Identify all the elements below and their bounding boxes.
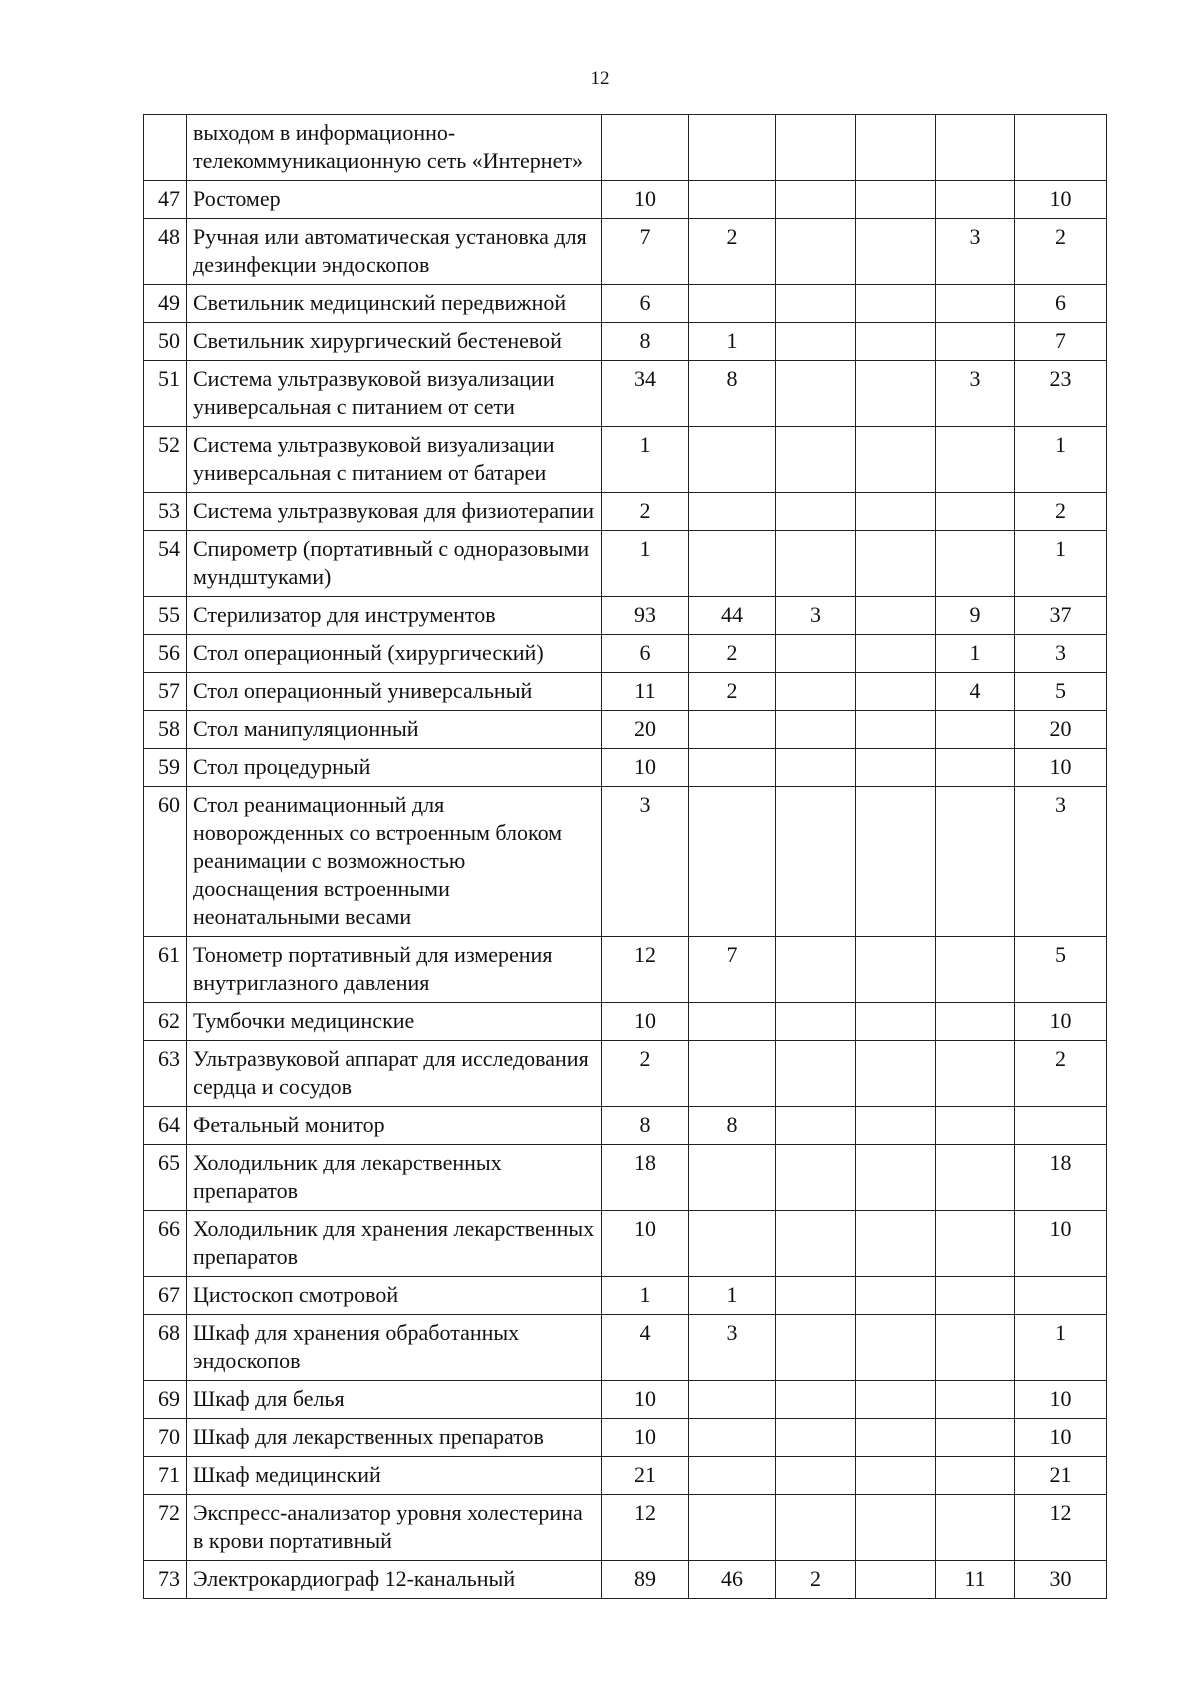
equipment-name: Стерилизатор для инструментов [187, 597, 602, 635]
column-3-count [776, 1211, 856, 1277]
column-4-count [856, 323, 936, 361]
column-2-count: 7 [689, 937, 776, 1003]
column-5-count [936, 323, 1015, 361]
column-6-count: 21 [1015, 1457, 1107, 1495]
column-2-count: 2 [689, 673, 776, 711]
column-3-count [776, 937, 856, 1003]
column-4-count [856, 285, 936, 323]
row-number: 47 [144, 181, 187, 219]
equipment-name: Светильник медицинский передвижной [187, 285, 602, 323]
column-3-count [776, 181, 856, 219]
column-4-count [856, 1107, 936, 1145]
column-5-count [936, 1419, 1015, 1457]
equipment-table [143, 114, 1107, 1599]
total-count: 8 [602, 1107, 689, 1145]
equipment-name: Система ультразвуковая для физиотерапии [187, 493, 602, 531]
total-count: 10 [602, 1419, 689, 1457]
column-3-count [776, 1003, 856, 1041]
total-count: 89 [602, 1561, 689, 1599]
row-number: 50 [144, 323, 187, 361]
total-count: 93 [602, 597, 689, 635]
column-6-count: 1 [1015, 427, 1107, 493]
row-number: 55 [144, 597, 187, 635]
table-row [144, 673, 1107, 711]
column-3-count [776, 787, 856, 937]
column-4-count [856, 361, 936, 427]
equipment-name: Стол манипуляционный [187, 711, 602, 749]
total-count: 18 [602, 1145, 689, 1211]
column-3-count [776, 285, 856, 323]
column-3-count [776, 1495, 856, 1561]
row-number: 63 [144, 1041, 187, 1107]
column-6-count: 7 [1015, 323, 1107, 361]
column-2-count: 44 [689, 597, 776, 635]
column-5-count [936, 1381, 1015, 1419]
row-number: 69 [144, 1381, 187, 1419]
column-2-count: 46 [689, 1561, 776, 1599]
total-count [602, 115, 689, 181]
row-number: 73 [144, 1561, 187, 1599]
equipment-name: Фетальный монитор [187, 1107, 602, 1145]
column-6-count [1015, 1277, 1107, 1315]
table-row [144, 1419, 1107, 1457]
total-count: 10 [602, 1211, 689, 1277]
equipment-name: Стол процедурный [187, 749, 602, 787]
table-row [144, 787, 1107, 937]
column-5-count [936, 181, 1015, 219]
equipment-name: Стол операционный (хирургический) [187, 635, 602, 673]
row-number: 53 [144, 493, 187, 531]
row-number: 70 [144, 1419, 187, 1457]
equipment-name: Ручная или автоматическая установка для дезинфекции эндоскопов [187, 219, 602, 285]
column-4-count [856, 1041, 936, 1107]
column-3-count [776, 219, 856, 285]
column-5-count [936, 285, 1015, 323]
table-row [144, 1315, 1107, 1381]
column-4-count [856, 635, 936, 673]
row-number: 71 [144, 1457, 187, 1495]
equipment-name: Тумбочки медицинские [187, 1003, 602, 1041]
row-number: 48 [144, 219, 187, 285]
column-2-count [689, 749, 776, 787]
equipment-name: Холодильник для хранения лекарственных препаратов [187, 1211, 602, 1277]
column-6-count [1015, 1107, 1107, 1145]
equipment-name: Шкаф для белья [187, 1381, 602, 1419]
column-3-count [776, 711, 856, 749]
column-5-count [936, 1145, 1015, 1211]
equipment-name: Ультразвуковой аппарат для исследования сердца и сосудов [187, 1041, 602, 1107]
table-body [144, 115, 1107, 1599]
table-row [144, 219, 1107, 285]
column-4-count [856, 1003, 936, 1041]
column-3-count [776, 1041, 856, 1107]
column-6-count [1015, 115, 1107, 181]
column-3-count [776, 1277, 856, 1315]
column-3-count [776, 1457, 856, 1495]
row-number: 49 [144, 285, 187, 323]
column-4-count [856, 1419, 936, 1457]
column-4-count [856, 1457, 936, 1495]
equipment-name: Шкаф для лекарственных препаратов [187, 1419, 602, 1457]
table-row [144, 323, 1107, 361]
total-count: 7 [602, 219, 689, 285]
column-4-count [856, 219, 936, 285]
column-6-count: 10 [1015, 749, 1107, 787]
column-4-count [856, 493, 936, 531]
total-count: 4 [602, 1315, 689, 1381]
row-number [144, 115, 187, 181]
row-number: 62 [144, 1003, 187, 1041]
table-row [144, 427, 1107, 493]
column-5-count: 1 [936, 635, 1015, 673]
total-count: 20 [602, 711, 689, 749]
column-6-count: 6 [1015, 285, 1107, 323]
column-6-count: 2 [1015, 493, 1107, 531]
total-count: 1 [602, 531, 689, 597]
column-5-count [936, 1315, 1015, 1381]
column-4-count [856, 1315, 936, 1381]
row-number: 68 [144, 1315, 187, 1381]
column-6-count: 18 [1015, 1145, 1107, 1211]
column-5-count: 4 [936, 673, 1015, 711]
column-2-count [689, 1041, 776, 1107]
table-row [144, 749, 1107, 787]
column-2-count: 1 [689, 323, 776, 361]
row-number: 64 [144, 1107, 187, 1145]
table-row [144, 531, 1107, 597]
row-number: 56 [144, 635, 187, 673]
table-row [144, 635, 1107, 673]
column-6-count: 10 [1015, 1419, 1107, 1457]
table-row [144, 1107, 1107, 1145]
column-4-count [856, 937, 936, 1003]
column-6-count: 2 [1015, 1041, 1107, 1107]
column-5-count [936, 1277, 1015, 1315]
column-2-count: 1 [689, 1277, 776, 1315]
column-2-count: 3 [689, 1315, 776, 1381]
table-row [144, 493, 1107, 531]
column-5-count [936, 427, 1015, 493]
column-5-count [936, 1041, 1015, 1107]
column-4-count [856, 1277, 936, 1315]
column-3-count [776, 1315, 856, 1381]
column-2-count [689, 1495, 776, 1561]
column-5-count [936, 531, 1015, 597]
total-count: 11 [602, 673, 689, 711]
column-4-count [856, 427, 936, 493]
equipment-name: Светильник хирургический бестеневой [187, 323, 602, 361]
column-3-count [776, 427, 856, 493]
row-number: 58 [144, 711, 187, 749]
column-2-count [689, 493, 776, 531]
column-4-count [856, 787, 936, 937]
table-row [144, 1277, 1107, 1315]
column-3-count: 2 [776, 1561, 856, 1599]
column-5-count [936, 1003, 1015, 1041]
column-6-count: 10 [1015, 1381, 1107, 1419]
column-2-count [689, 181, 776, 219]
column-4-count [856, 711, 936, 749]
column-6-count: 2 [1015, 219, 1107, 285]
column-3-count [776, 1381, 856, 1419]
column-4-count [856, 673, 936, 711]
column-5-count [936, 787, 1015, 937]
row-number: 54 [144, 531, 187, 597]
equipment-name: Тонометр портативный для измерения внутриглазного давления [187, 937, 602, 1003]
column-5-count [936, 1107, 1015, 1145]
column-6-count: 30 [1015, 1561, 1107, 1599]
column-2-count [689, 1145, 776, 1211]
column-6-count: 10 [1015, 181, 1107, 219]
column-6-count: 10 [1015, 1003, 1107, 1041]
total-count: 12 [602, 1495, 689, 1561]
column-5-count [936, 749, 1015, 787]
table-row [144, 597, 1107, 635]
equipment-name: Спирометр (портативный с одноразовыми мундштуками) [187, 531, 602, 597]
total-count: 12 [602, 937, 689, 1003]
page-number: 12 [590, 68, 610, 89]
table-row [144, 1211, 1107, 1277]
total-count: 1 [602, 1277, 689, 1315]
column-5-count [936, 493, 1015, 531]
equipment-name: Система ультразвуковой визуализации универсальная с питанием от сети [187, 361, 602, 427]
column-4-count [856, 597, 936, 635]
table-row [144, 181, 1107, 219]
total-count: 2 [602, 1041, 689, 1107]
equipment-name: Электрокардиограф 12-канальный [187, 1561, 602, 1599]
column-4-count [856, 1561, 936, 1599]
equipment-name: Стол операционный универсальный [187, 673, 602, 711]
column-6-count: 1 [1015, 531, 1107, 597]
row-number: 51 [144, 361, 187, 427]
total-count: 6 [602, 285, 689, 323]
column-3-count [776, 673, 856, 711]
table-row [144, 1457, 1107, 1495]
total-count: 10 [602, 1381, 689, 1419]
column-3-count [776, 749, 856, 787]
row-number: 57 [144, 673, 187, 711]
column-3-count: 3 [776, 597, 856, 635]
total-count: 3 [602, 787, 689, 937]
column-6-count: 5 [1015, 673, 1107, 711]
equipment-name: Ростомер [187, 181, 602, 219]
row-number: 66 [144, 1211, 187, 1277]
column-3-count [776, 323, 856, 361]
row-number: 72 [144, 1495, 187, 1561]
column-5-count: 11 [936, 1561, 1015, 1599]
total-count: 1 [602, 427, 689, 493]
total-count: 10 [602, 1003, 689, 1041]
column-4-count [856, 1145, 936, 1211]
table-row [144, 1495, 1107, 1561]
row-number: 67 [144, 1277, 187, 1315]
column-4-count [856, 1495, 936, 1561]
table-row [144, 1041, 1107, 1107]
total-count: 10 [602, 749, 689, 787]
total-count: 6 [602, 635, 689, 673]
column-5-count [936, 711, 1015, 749]
column-3-count [776, 115, 856, 181]
column-3-count [776, 1107, 856, 1145]
column-3-count [776, 1419, 856, 1457]
column-2-count [689, 1211, 776, 1277]
column-2-count [689, 531, 776, 597]
column-2-count: 8 [689, 361, 776, 427]
column-2-count [689, 787, 776, 937]
column-5-count [936, 1211, 1015, 1277]
column-6-count: 12 [1015, 1495, 1107, 1561]
column-4-count [856, 1211, 936, 1277]
column-4-count [856, 531, 936, 597]
equipment-name: выходом в информационно-телекоммуникационную сеть «Интернет» [187, 115, 602, 181]
column-5-count [936, 1457, 1015, 1495]
total-count: 21 [602, 1457, 689, 1495]
column-6-count: 3 [1015, 635, 1107, 673]
column-3-count [776, 361, 856, 427]
column-2-count [689, 711, 776, 749]
row-number: 52 [144, 427, 187, 493]
column-2-count: 2 [689, 219, 776, 285]
column-5-count [936, 1495, 1015, 1561]
column-6-count: 20 [1015, 711, 1107, 749]
total-count: 34 [602, 361, 689, 427]
column-4-count [856, 181, 936, 219]
equipment-name: Система ультразвуковой визуализации универсальная с питанием от батареи [187, 427, 602, 493]
equipment-name: Шкаф для хранения обработанных эндоскопов [187, 1315, 602, 1381]
equipment-name: Шкаф медицинский [187, 1457, 602, 1495]
equipment-name: Экспресс-анализатор уровня холестерина в крови портативный [187, 1495, 602, 1561]
column-6-count: 5 [1015, 937, 1107, 1003]
column-2-count [689, 285, 776, 323]
equipment-name: Стол реанимационный для новорожденных со встроенным блоком реанимации с возможностью дооснащения встроенными неонатальными весами [187, 787, 602, 937]
column-2-count [689, 427, 776, 493]
column-4-count [856, 1381, 936, 1419]
column-4-count [856, 749, 936, 787]
column-6-count: 23 [1015, 361, 1107, 427]
table-row [144, 711, 1107, 749]
column-5-count [936, 937, 1015, 1003]
column-4-count [856, 115, 936, 181]
table-row [144, 115, 1107, 181]
column-5-count [936, 115, 1015, 181]
total-count: 10 [602, 181, 689, 219]
row-number: 60 [144, 787, 187, 937]
column-6-count: 3 [1015, 787, 1107, 937]
column-2-count [689, 1419, 776, 1457]
table-row [144, 1145, 1107, 1211]
table-row [144, 361, 1107, 427]
column-2-count [689, 1381, 776, 1419]
column-5-count: 3 [936, 361, 1015, 427]
column-3-count [776, 635, 856, 673]
column-6-count: 1 [1015, 1315, 1107, 1381]
column-5-count: 3 [936, 219, 1015, 285]
table-row [144, 1381, 1107, 1419]
equipment-name: Цистоскоп смотровой [187, 1277, 602, 1315]
table-row [144, 937, 1107, 1003]
column-2-count [689, 1003, 776, 1041]
column-2-count: 2 [689, 635, 776, 673]
total-count: 8 [602, 323, 689, 361]
column-6-count: 37 [1015, 597, 1107, 635]
column-6-count: 10 [1015, 1211, 1107, 1277]
row-number: 65 [144, 1145, 187, 1211]
column-2-count [689, 115, 776, 181]
table-row [144, 285, 1107, 323]
column-3-count [776, 1145, 856, 1211]
column-5-count: 9 [936, 597, 1015, 635]
row-number: 61 [144, 937, 187, 1003]
column-3-count [776, 493, 856, 531]
table-row [144, 1003, 1107, 1041]
total-count: 2 [602, 493, 689, 531]
table-row [144, 1561, 1107, 1599]
row-number: 59 [144, 749, 187, 787]
column-2-count [689, 1457, 776, 1495]
column-2-count: 8 [689, 1107, 776, 1145]
equipment-name: Холодильник для лекарственных препаратов [187, 1145, 602, 1211]
column-3-count [776, 531, 856, 597]
